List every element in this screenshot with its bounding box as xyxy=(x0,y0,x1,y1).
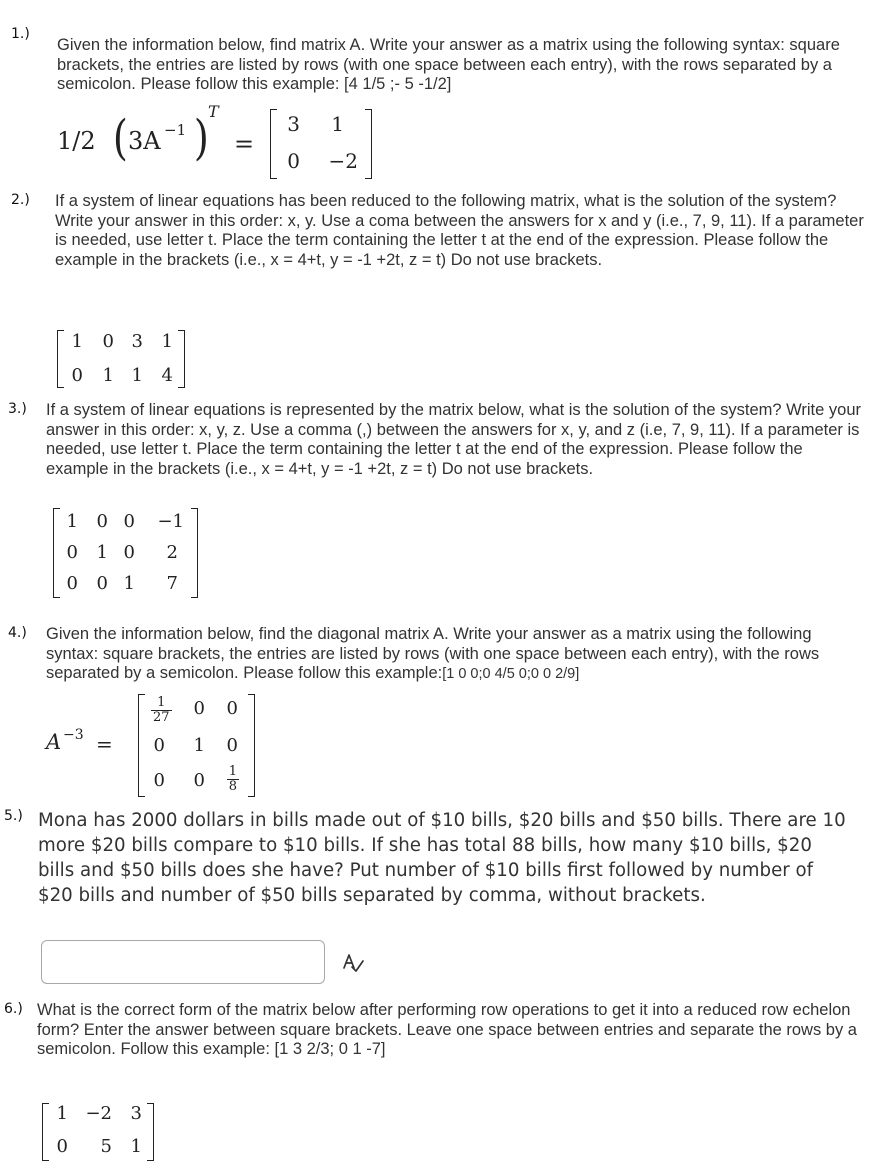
q4-equals: = xyxy=(96,732,113,756)
matrix-cell: 1 xyxy=(56,1103,68,1124)
matrix-cell: 2 xyxy=(166,542,178,563)
matrix-cell: 0 xyxy=(71,365,83,386)
matrix-cell: 1 xyxy=(131,365,143,386)
question-6-text: What is the correct form of the matrix below after performing row operations to get it into a reduced row echelon form? Enter the answer between square brackets. Leave one space between entries and separate the rows by a semicolon. Follow this example: [1 3 2/3; 0 1 -7] xyxy=(37,1001,857,1058)
q1-inverse-exp: −1 xyxy=(164,121,187,139)
question-1-text: Given the information below, find matrix A. Write your answer as a matrix using the following syntax: square brackets, the entries are listed by rows (with one space between each entry), with the rows separated by a semicolon. Please follow this example: [4 1/5 ;- 5 -1/2] xyxy=(57,36,840,93)
matrix-cell: 0 xyxy=(193,770,205,791)
matrix-cell: 3 xyxy=(287,112,300,136)
question-4-example: [1 0 0;0 4/5 0;0 0 2/9] xyxy=(442,666,580,682)
matrix-cell: 0 xyxy=(226,735,238,756)
matrix-cell: −1 xyxy=(157,511,184,532)
question-number: 6.) xyxy=(4,1001,23,1017)
matrix-cell: 0 xyxy=(287,149,300,173)
matrix-cell: 0 xyxy=(123,511,135,532)
question-5-text: Mona has 2000 dollars in bills made out of $10 bills, $20 bills and $50 bills. There are 10 more $20 bills compare to $10 bills. If she has total 88 bills, how many $10 bills, $20 bills and $50 bills does she have? Put number of $10 bills first followed by number of $20 bills and number of $50 bills separated by comma, without brackets. xyxy=(38,810,846,906)
matrix-cell: 0 xyxy=(96,573,108,594)
matrix-cell: 0 xyxy=(96,511,108,532)
matrix-cell: 0 xyxy=(66,573,78,594)
matrix-cell: 1 xyxy=(193,735,205,756)
matrix-cell: 3 xyxy=(130,1103,142,1124)
q4-lhs-base: A xyxy=(46,730,62,754)
fraction-1-8: $\frac{1}{8}$ xyxy=(228,764,237,794)
question-4-text: Given the information below, find the diagonal matrix A. Write your answer as a matrix using the following syntax: square brackets, the entries are listed by rows (with one space between each entry), with the rows separated by a semicolon. Please follow this example: xyxy=(46,625,820,682)
matrix-cell: 1 xyxy=(331,112,344,136)
q6-matrix xyxy=(42,1103,154,1161)
question-number: 2.) xyxy=(11,192,30,208)
question-4-block xyxy=(46,625,856,685)
matrix-cell: −2 xyxy=(328,149,358,173)
matrix-cell: 1 xyxy=(123,573,135,594)
matrix-cell: 7 xyxy=(166,573,178,594)
matrix-cell: 0 xyxy=(193,698,205,719)
matrix-cell: 1 xyxy=(66,511,78,532)
matrix-cell: 1 xyxy=(130,1136,142,1157)
matrix-cell: 0 xyxy=(153,770,165,791)
matrix-cell: 4 xyxy=(161,365,173,386)
answer-input[interactable] xyxy=(41,940,325,984)
question-number: 3.) xyxy=(8,401,27,417)
matrix-cell: −2 xyxy=(85,1103,112,1124)
matrix-cell: 5 xyxy=(100,1136,112,1157)
matrix-cell: 0 xyxy=(153,735,165,756)
matrix-cell: 3 xyxy=(131,331,143,352)
q1-matrix xyxy=(270,109,372,179)
q1-left-paren: ( xyxy=(112,110,128,166)
matrix-cell: 1 xyxy=(102,365,114,386)
question-number: 4.) xyxy=(8,625,27,641)
matrix-cell: 0 xyxy=(226,698,238,719)
matrix-cell: 0 xyxy=(123,542,135,563)
spell-check-icon[interactable] xyxy=(341,951,365,975)
q1-right-paren: ) xyxy=(193,110,209,166)
q1-transpose-exp: T xyxy=(208,102,219,121)
matrix-cell xyxy=(227,765,239,794)
matrix-cell: 1 xyxy=(161,331,173,352)
fraction-1-27: $\frac{1}{27}$ xyxy=(153,695,170,725)
question-number: 1.) xyxy=(11,26,30,42)
q1-scalar: 1/2 xyxy=(57,127,96,155)
question-3-text: If a system of linear equations is represented by the matrix below, what is the solution of the system? Write your answer in this order: x, y, z. Use a comma (,) between the answers for x, y, and z (i.e, 7, 9, 11). If a parameter is needed, use letter t. Place the term containing the letter t at the end of the expression. Please follow the example in the brackets (i.e., x = 4+t, y = -1 +2t, z = t) Do not use brackets. xyxy=(46,401,862,478)
matrix-cell: 0 xyxy=(102,331,114,352)
matrix-cell: 1 xyxy=(71,331,83,352)
matrix-cell: 1 xyxy=(96,542,108,563)
q1-three-a: 3A xyxy=(128,127,161,155)
q2-matrix xyxy=(57,330,185,388)
q1-equals: = xyxy=(234,130,255,158)
matrix-cell xyxy=(151,696,172,725)
q3-matrix xyxy=(53,508,198,598)
q4-lhs-exp: −3 xyxy=(63,727,84,743)
matrix-cell: 0 xyxy=(66,542,78,563)
question-2-text: If a system of linear equations has been reduced to the following matrix, what is the solution of the system? Write your answer in this order: x, y. Use a coma between the answers for x and y (i.e., 7, 9, 11). If a parameter is needed, use letter t. Place the term containing the letter t at the end of the expression. Please follow the example in the brackets (i.e., x = 4+t, y = -1 +2t, z = t) Do not use brackets. xyxy=(55,192,864,269)
question-number: 5.) xyxy=(4,808,23,824)
matrix-cell: 0 xyxy=(56,1136,68,1157)
q4-matrix xyxy=(138,694,255,797)
